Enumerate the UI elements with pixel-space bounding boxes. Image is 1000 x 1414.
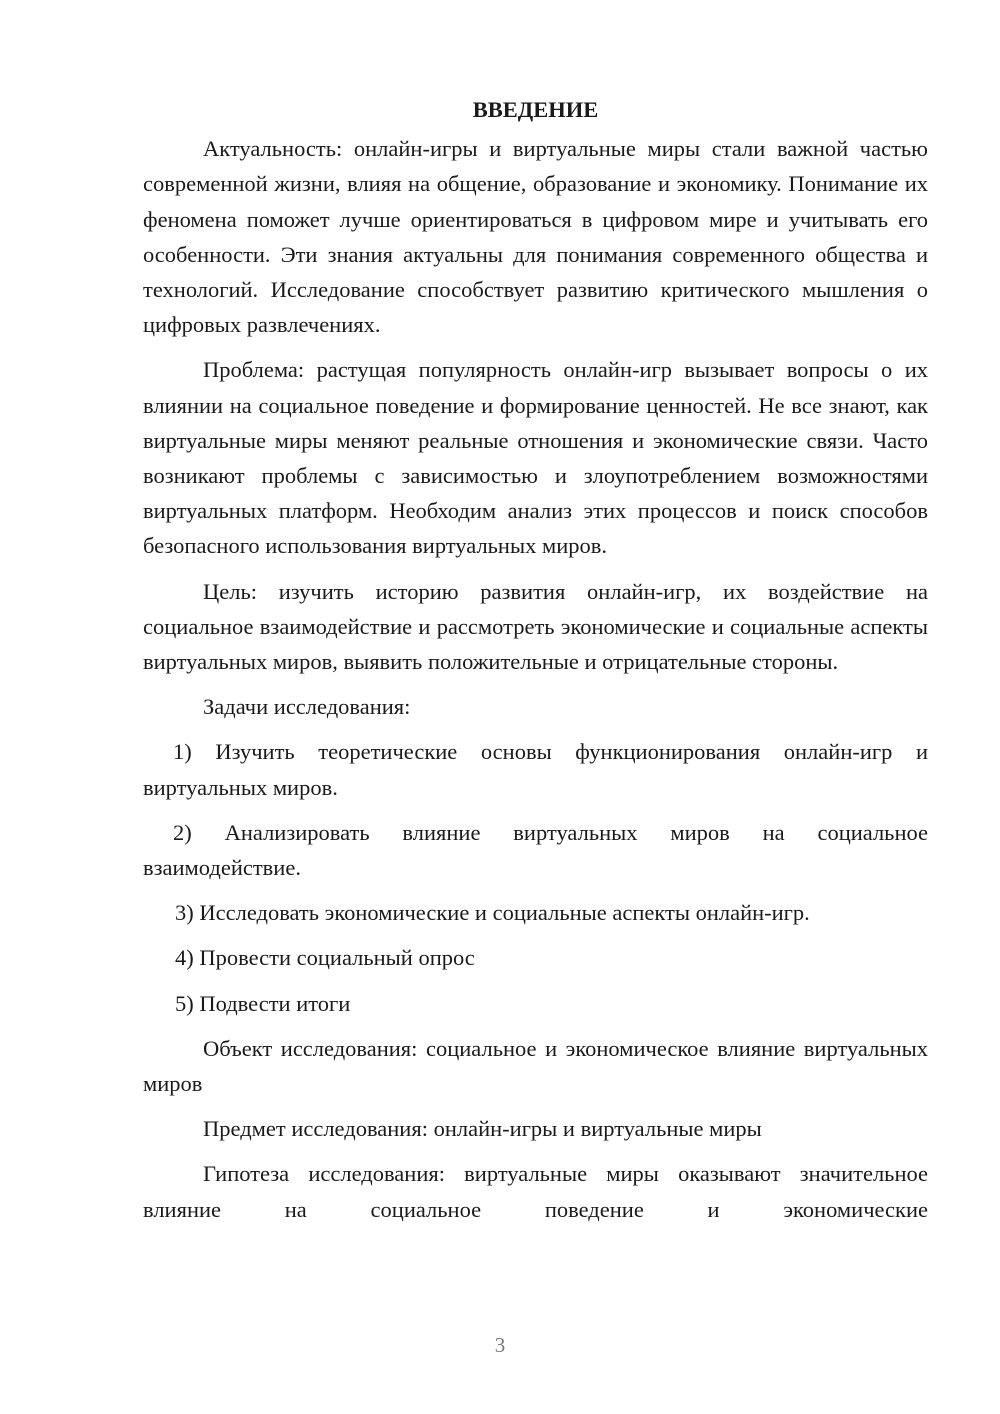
paragraph-goal: Цель: изучить историю развития онлайн-игр, их воздействие на социальное взаимодействие и рассмотреть экономические и социальные аспекты виртуальных миров, выявить положительные и отрицательные стороны. — [143, 578, 928, 675]
task-item-4: 4) Провести социальный опрос — [175, 945, 475, 971]
tasks-heading: Задачи исследования: — [203, 694, 411, 720]
task-item-1: 1) Изучить теоретические основы функционирования онлайн-игр и виртуальных миров. — [143, 739, 928, 800]
task-item-5: 5) Подвести итоги — [175, 990, 351, 1016]
paragraph-subject: Предмет исследования: онлайн-игры и виртуальные миры — [203, 1116, 762, 1142]
page-number: 3 — [494, 1333, 506, 1357]
task-item-3: 3) Исследовать экономические и социальные аспекты онлайн-игр. — [175, 900, 810, 926]
task-item-2: 2) Анализировать влияние виртуальных миров на социальное взаимодействие. — [143, 819, 928, 881]
paragraph-object: Объект исследования: социальное и экономическое влияние виртуальных миров — [143, 1035, 928, 1097]
section-title: ВВЕДЕНИЕ — [472, 97, 599, 122]
paragraph-hypothesis: Гипотеза исследования: виртуальные миры оказывают значительное влияние на социальное поведение и экономические — [143, 1161, 928, 1222]
paragraph-problem: Проблема: растущая популярность онлайн-игр вызывает вопросы о их влиянии на социальное поведение и формирование ценностей. Не все знают, как виртуальные миры меняют реальные отношения и экономические связи. Часто возникают проблемы с зависимостью и злоупотреблением возможностями виртуальных платформ. Необходим анализ этих процессов и поиск способов безопасного использования виртуальных миров. — [143, 357, 928, 559]
document-page — [143, 92, 928, 1227]
paragraph-relevance: Актуальность: онлайн-игры и виртуальные миры стали важной частью современной жизни, влияя на общение, образование и экономику. Понимание их феномена поможет лучше ориентироваться в цифровом мире и учитывать его особенности. Эти знания актуальны для понимания современного общества и технологий. Исследование способствует развитию критического мышления о цифровых развлечениях. — [143, 136, 928, 338]
